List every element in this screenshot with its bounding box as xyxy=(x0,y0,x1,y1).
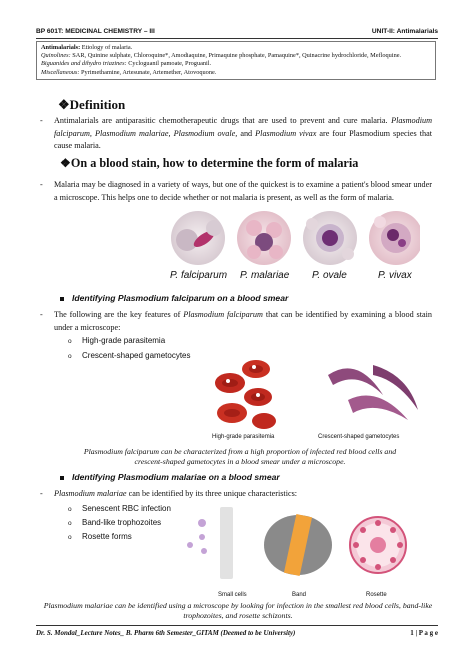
definition-dash: - xyxy=(40,116,43,125)
definition-species2: Plasmodium vivax xyxy=(255,128,317,138)
malariae-figure xyxy=(180,505,420,591)
box-label-antimalarials: Antimalarials: xyxy=(41,44,81,51)
box-label-biguanides: Biguanides and dihydro triazines: xyxy=(41,60,127,68)
falciparum-dash: - xyxy=(40,310,43,319)
box-label-misc: Miscellaneous: xyxy=(41,68,80,76)
falciparum-heading-text: Identifying Plasmodium falciparum on a blood smear xyxy=(72,293,289,303)
malariae-item-3 xyxy=(68,532,132,541)
definition-text-a: Antimalarials are antiparasitic chemotherapeutic drugs that are used to prevent and cure malaria. xyxy=(54,116,392,125)
footer-author: Dr. S. Mondal_Lecture Notes_ B. Pharm 6th Semester_GITAM (Deemed to be University) xyxy=(36,629,296,637)
malariae-species: Plasmodium malariae xyxy=(54,489,127,498)
circle-bullet-icon: o xyxy=(68,338,72,345)
band-illustration xyxy=(264,514,332,576)
fig-label-band: Band xyxy=(292,592,307,598)
circle-bullet-icon: o xyxy=(68,534,72,541)
falciparum-item-1 xyxy=(68,336,165,345)
falciparum-species: Plasmodium falciparum xyxy=(183,310,263,319)
definition-text-c: are four Plasmodium species that cause malaria. xyxy=(54,128,432,151)
square-bullet-icon xyxy=(60,476,64,480)
fig-label-rosette: Rosette xyxy=(366,592,387,598)
square-bullet-icon xyxy=(60,297,64,301)
crescent-gametocytes-illustration xyxy=(328,365,418,420)
page-header xyxy=(36,28,438,35)
box-text-biguanides: Cycloguanil pamoate, Proguanil. xyxy=(126,60,212,68)
ovale-image xyxy=(303,211,357,265)
rosette-illustration xyxy=(350,517,406,573)
malariae-image xyxy=(237,211,291,265)
red-cells-illustration xyxy=(215,360,276,429)
page-footer xyxy=(36,629,438,637)
malariae-caption: Plasmodium malariae can be identified using a microscope by looking for infection in the smallest red blood cells, band-like trophozoites, and rosette schizonts. xyxy=(43,601,433,620)
definition-paragraph xyxy=(40,115,432,153)
footer-page-number: 1 | P a g e xyxy=(410,629,438,637)
falciparum-heading xyxy=(60,293,288,303)
falciparum-text-a: The following are the key features of xyxy=(54,310,184,319)
small-cells-illustration xyxy=(187,507,233,579)
definition-heading: ❖Definition xyxy=(58,97,126,112)
label-falciparum: P. falciparum xyxy=(170,270,228,281)
species-images xyxy=(170,208,420,268)
vivax-image xyxy=(369,211,420,265)
syllabus-box xyxy=(36,41,436,80)
header-divider xyxy=(36,38,438,39)
label-ovale: P. ovale xyxy=(312,270,347,281)
falciparum-image xyxy=(171,211,225,265)
box-text-quinolines: SAR, Quinine sulphate, Chloroquine*, Amodiaquine, Primaquine phosphate, Pamaquine*, Quinacrine hydrochloride, Mefloquine. xyxy=(70,52,402,60)
malariae-item-1 xyxy=(68,504,171,513)
falciparum-text-b: that can be identified by examining a blood stain under a microscope: xyxy=(54,310,432,332)
fig-label-parasitemia: High-grade parasitemia xyxy=(212,434,275,440)
fig-label-gametocytes: Crescent-shaped gametocytes xyxy=(318,434,400,440)
definition-species: Plasmodium falciparum, Plasmodium malariae, Plasmodium ovale, xyxy=(54,116,432,138)
header-unit: UNIT-II: Antimalarials xyxy=(371,28,438,35)
label-malariae: P. malariae xyxy=(240,270,290,281)
definition-text-b: and xyxy=(237,128,256,138)
fig-label-small-cells: Small cells xyxy=(218,592,247,598)
circle-bullet-icon: o xyxy=(68,506,72,513)
blood-stain-paragraph xyxy=(40,179,432,204)
malariae-item-2 xyxy=(68,518,161,527)
falciparum-figure xyxy=(208,355,433,435)
falciparum-paragraph xyxy=(40,309,432,334)
blood-stain-heading: ❖On a blood stain, how to determine the form of malaria xyxy=(60,156,359,170)
circle-bullet-icon: o xyxy=(68,353,72,360)
footer-divider xyxy=(36,625,438,626)
box-text-antimalarials: Etiology of malaria. xyxy=(80,44,133,51)
malariae-text: can be identified by its three unique characteristics: xyxy=(126,489,298,498)
malariae-heading xyxy=(60,472,280,482)
malariae-item-2-text: Band-like trophozoites xyxy=(82,518,162,527)
falciparum-item-2 xyxy=(68,351,191,360)
box-label-quinolines: Quinolines: xyxy=(41,52,71,60)
blood-stain-dash: - xyxy=(40,180,43,189)
label-vivax: P. vivax xyxy=(378,270,412,281)
blood-stain-text: Malaria may be diagnosed in a variety of ways, but one of the quickest is to examine a patient's blood smear under a microscope. This helps one to decide whether or not malaria is present, as well as the form of malaria. xyxy=(54,180,432,202)
malariae-item-1-text: Senescent RBC infection xyxy=(82,504,171,513)
malariae-dash: - xyxy=(40,489,43,498)
circle-bullet-icon: o xyxy=(68,520,72,527)
header-course: BP 601T: MEDICINAL CHEMISTRY – III xyxy=(36,28,155,35)
malariae-heading-text: Identifying Plasmodium malariae on a blood smear xyxy=(72,472,280,482)
malariae-paragraph xyxy=(40,488,432,501)
falciparum-item-1-text: High-grade parasitemia xyxy=(82,336,166,345)
malariae-item-3-text: Rosette forms xyxy=(82,532,132,541)
falciparum-caption: Plasmodium falciparum can be characterized from a high proportion of infected red blood cells and crescent-shaped gametocytes in a blood smear under a microscope. xyxy=(83,447,397,466)
falciparum-item-2-text: Crescent-shaped gametocytes xyxy=(82,351,191,360)
box-text-misc: Pyrimethamine, Artesunate, Artemether, Atovoquone. xyxy=(79,68,217,76)
